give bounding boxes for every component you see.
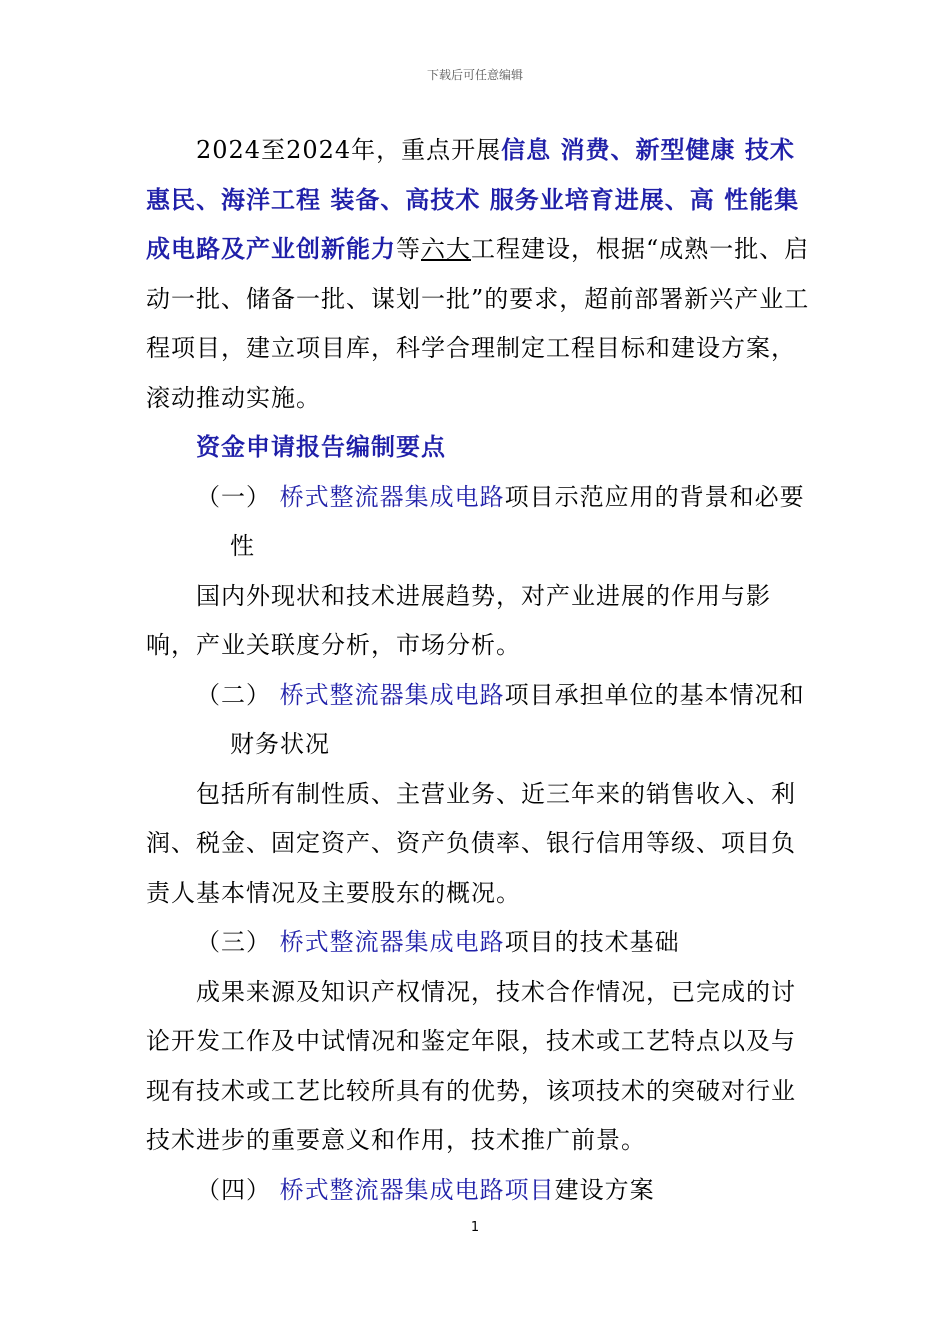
section-3-name: 桥式整流器集成电路 <box>279 928 505 956</box>
section-3-prefix: （三） <box>196 928 280 956</box>
section-2-title-text: 项目承担单位的基本情况和财务状况 <box>230 680 805 758</box>
page-header: 下载后可任意编辑 <box>426 68 523 82</box>
section-2-name: 桥式整流器集成电路 <box>279 680 505 709</box>
section-heading: 资金申请报告编制要点 <box>196 433 446 461</box>
intro-paragraph <box>146 126 816 423</box>
section-1-title-text: 项目示范应用的背景和必要性 <box>230 482 805 560</box>
section-1-body: 国内外现状和技术进展趋势，对产业进展的作用与影响，产业关联度分析，市场分析。 <box>146 581 771 659</box>
section-1-title <box>146 473 816 572</box>
document-body <box>146 126 816 1215</box>
section-2-body: 包括所有制性质、主营业务、近三年来的销售收入、利润、税金、固定资产、资产负债率、银行信用等级、项目负责人基本情况及主要股东的概况。 <box>146 779 796 907</box>
intro-underlined: 六大 <box>421 235 471 263</box>
intro-text-2: 等 <box>396 235 421 263</box>
section-3-title <box>146 918 816 968</box>
section-4-prefix: （四） <box>196 1175 280 1204</box>
page-number: 1 <box>470 1220 480 1235</box>
section-4-title <box>146 1166 816 1216</box>
section-3-title-text: 项目的技术基础 <box>504 928 680 956</box>
intro-highlight: 信息 消费、新型健康 技术惠民、海洋工程 装备、高技术 服务业培育进展、高 性能集成电路及产业创新能力 <box>146 136 800 263</box>
section-1-prefix: （一） <box>196 482 280 511</box>
intro-text-3: 工程建设，根据“成熟一批、启动一批、储备一批、谋划一批”的要求，超前部署新兴产业工程项目，建立项目库，科学合理制定工程目标和建设方案，滚动推动实施。 <box>146 235 810 412</box>
section-2-title <box>146 671 816 770</box>
section-4-title-text: 建设方案 <box>554 1175 655 1204</box>
intro-text-1: 2024至2024年，重点开展 <box>196 136 502 164</box>
section-1-name: 桥式整流器集成电路 <box>279 482 505 511</box>
section-2-prefix: （二） <box>196 680 280 709</box>
section-3-body: 成果来源及知识产权情况，技术合作情况，已完成的讨论开发工作及中试情况和鉴定年限，技术或工艺特点以及与现有技术或工艺比较所具有的优势，该项技术的突破对行业技术进步的重要意义和作用，技术推广前景。 <box>146 977 796 1154</box>
section-4-name: 桥式整流器集成电路项目 <box>279 1175 555 1204</box>
